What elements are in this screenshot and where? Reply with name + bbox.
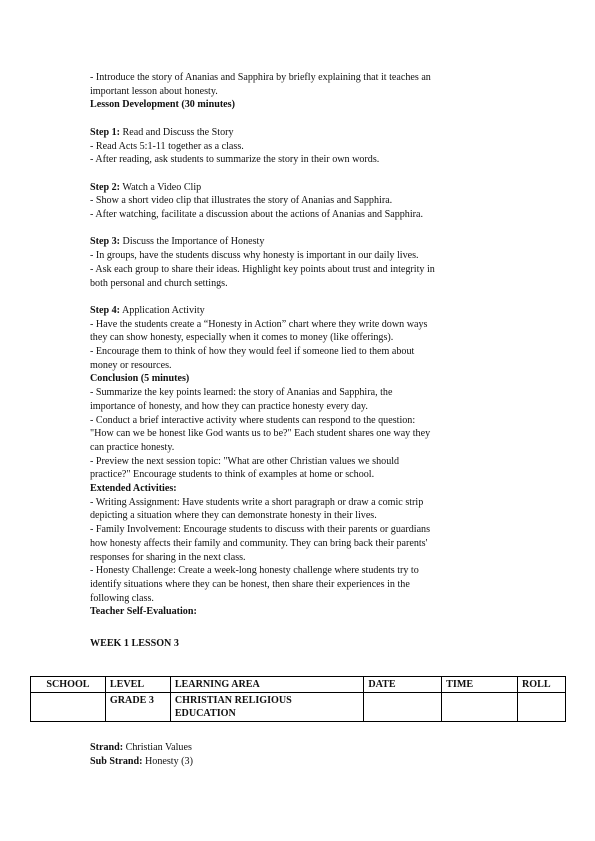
conclusion-line: importance of honesty, and how they can practice honesty every day. [90,400,368,412]
conclusion-line: - Conduct a brief interactive activity where students can respond to the question: [90,414,416,426]
step-3-line: both personal and church settings. [90,277,228,289]
header-roll: ROLL [518,677,566,693]
extended-line: responses for sharing in the next class. [90,551,246,563]
extended-line: following class. [90,592,154,604]
step-2-line: - After watching, facilitate a discussion about the actions of Ananias and Sapphira. [90,209,423,220]
cell-time [442,693,518,722]
step-1-heading: Step 1: Read and Discuss the Story [90,126,234,138]
header-school: SCHOOL [31,677,106,693]
intro-line: important lesson about honesty. [90,85,218,97]
cell-level: GRADE 3 [105,693,170,722]
cell-roll [518,693,566,722]
step-4-line: they can show honesty, especially when it comes to money (like offerings). [90,332,394,344]
teacher-self-evaluation-heading: Teacher Self-Evaluation: [90,606,197,618]
cell-date [364,693,442,722]
table-header-row [31,677,566,693]
step-2-line: - Show a short video clip that illustrates the story of Ananias and Sapphira. [90,195,393,207]
step-4-line: - Encourage them to think of how they would feel if someone lied to them about [90,346,415,357]
conclusion-line: - Preview the next session topic: "What are other Christian values we should [90,455,400,467]
step-3-heading: Step 3: Discuss the Importance of Honesty [90,236,265,248]
cell-school [31,693,106,722]
header-time: TIME [442,677,518,693]
cell-learning-area: CHRISTIAN RELIGIOUS EDUCATION [170,693,364,722]
header-learning-area: LEARNING AREA [170,677,364,693]
step-1-line: - After reading, ask students to summarize the story in their own words. [90,154,380,166]
conclusion-line: can practice honesty. [90,441,175,453]
lesson-body [90,71,510,619]
step-3-line: - In groups, have the students discuss why honesty is important in our daily lives. [90,250,419,262]
conclusion-heading: Conclusion (5 minutes) [90,373,190,385]
step-1-line: - Read Acts 5:1-11 together as a class. [90,140,244,152]
intro-line: - Introduce the story of Ananias and Sapphira by briefly explaining that it teaches an [90,72,431,83]
extended-line: - Writing Assignment: Have students write a short paragraph or draw a comic strip [90,496,424,508]
header-level: LEVEL [105,677,170,693]
extended-line: depicting a situation where they can demonstrate honesty in their lives. [90,510,377,522]
step-3-line: - Ask each group to share their ideas. Highlight key points about trust and integrity in [90,263,435,275]
conclusion-line: - Summarize the key points learned: the story of Ananias and Sapphira, the [90,387,393,399]
step-4-line: - Have the students create a “Honesty in Action” chart where they write down ways [90,318,428,330]
extended-activities-heading: Extended Activities: [90,483,177,495]
step-4-heading: Step 4: Application Activity [90,304,205,316]
extended-line: - Honesty Challenge: Create a week-long honesty challenge where students try to [90,565,419,577]
strand-line: Strand: Christian Values [90,742,192,753]
extended-line: identify situations where they can be honest, then share their experiences in the [90,578,410,590]
conclusion-line: practice?" Encourage students to think of examples at home or school. [90,469,375,481]
week-lesson-heading: WEEK 1 LESSON 3 [90,638,179,649]
step-4-line: money or resources. [90,359,172,371]
extended-line: how honesty affects their family and community. They can bring back their parents' [90,537,428,549]
lesson-development-heading: Lesson Development (30 minutes) [90,99,235,111]
step-2-heading: Step 2: Watch a Video Clip [90,181,202,193]
sub-strand-line: Sub Strand: Honesty (3) [90,755,193,767]
conclusion-line: "How can we be honest like God wants us to be?" Each student shares one way they [90,428,431,440]
lesson-info-table [30,676,566,722]
extended-line: - Family Involvement: Encourage students to discuss with their parents or guardians [90,524,431,536]
header-date: DATE [364,677,442,693]
table-row [31,693,566,722]
strand-block [90,741,193,768]
